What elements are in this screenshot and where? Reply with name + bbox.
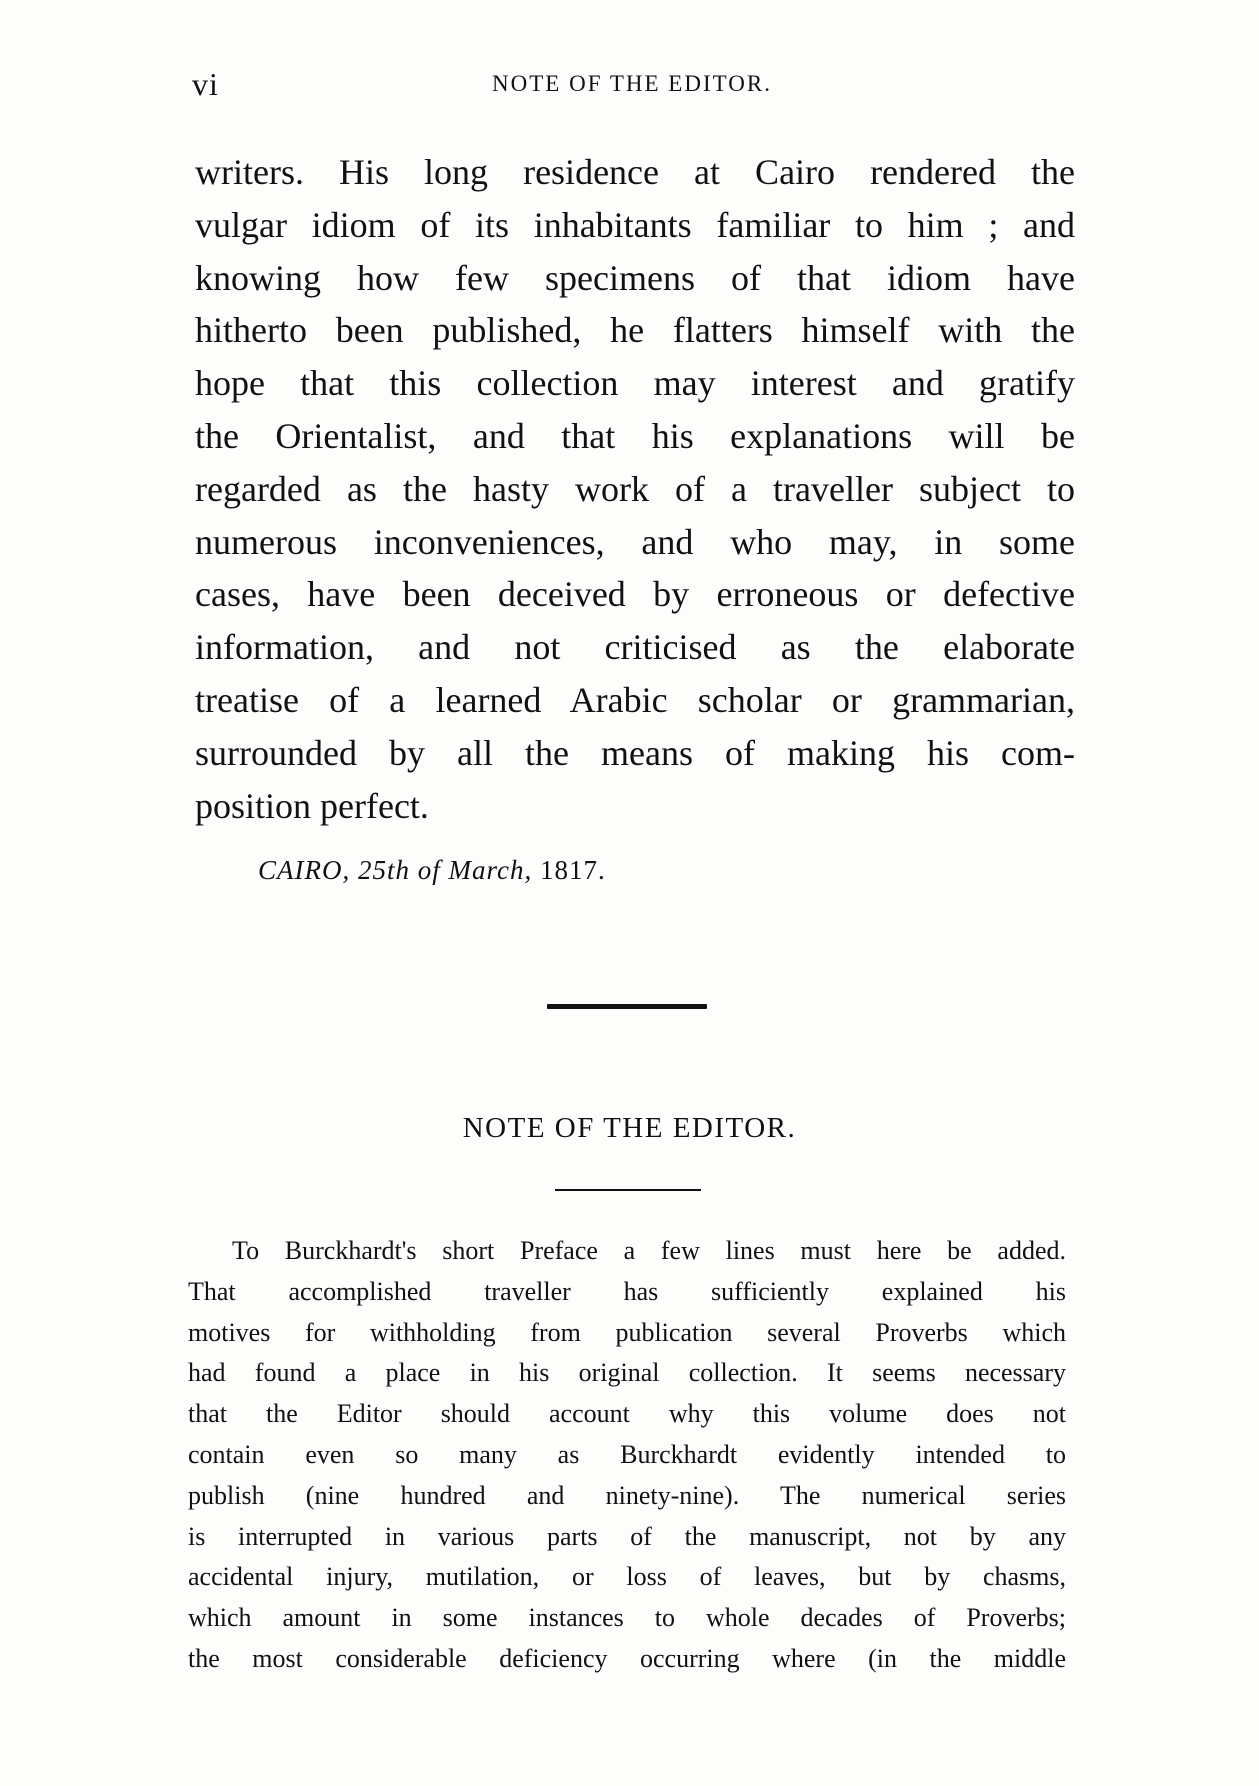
editor-note-line: motives for withholding from publication several Proverbs which: [188, 1317, 1066, 1347]
running-head: [192, 66, 1072, 106]
preface-line: writers. His long residence at Cairo rendered the: [195, 152, 1075, 192]
signature-year: 1817.: [539, 855, 606, 885]
signature-dateline: [258, 855, 606, 886]
editor-note-line: To Burckhardt's short Preface a few lines must here be added.: [232, 1236, 1066, 1265]
editor-note-text: [188, 1231, 1066, 1680]
preface-line: surrounded by all the means of making his com-: [195, 732, 1075, 773]
preface-line: information, and not criticised as the elaborate: [195, 627, 1075, 668]
preface-line: knowing how few specimens of that idiom have: [195, 257, 1075, 298]
editor-note-line: the most considerable deficiency occurring where (in the middle: [188, 1643, 1066, 1673]
editor-note-line: contain even so many as Burckhardt evidently intended to: [188, 1439, 1066, 1469]
section-divider: [547, 1004, 707, 1009]
preface-line: the Orientalist, and that his explanations will be: [195, 415, 1075, 456]
section-title: NOTE OF THE EDITOR.: [462, 1112, 797, 1144]
editor-note-line: that the Editor should account why this volume does not: [188, 1399, 1066, 1429]
editor-note-line: publish (nine hundred and ninety-nine). The numerical series: [188, 1480, 1066, 1510]
title-underline: [555, 1189, 701, 1191]
preface-line: treatise of a learned Arabic scholar or grammarian,: [195, 679, 1075, 720]
signature-date: 25th of March,: [357, 855, 533, 885]
editor-note-line: which amount in some instances to whole decades of Proverbs;: [188, 1603, 1066, 1633]
editor-note-line: is interrupted in various parts of the manuscript, not by any: [188, 1521, 1066, 1551]
editor-note-line: That accomplished traveller has sufficiently explained his: [188, 1276, 1066, 1306]
preface-line: cases, have been deceived by erroneous or defective: [195, 574, 1075, 615]
preface-line: numerous inconveniences, and who may, in some: [195, 521, 1075, 562]
preface-line: regarded as the hasty work of a traveller subject to: [195, 468, 1075, 509]
editor-note-line: had found a place in his original collection. It seems necessary: [188, 1358, 1066, 1388]
preface-line: hitherto been published, he flatters himself with the: [195, 310, 1075, 351]
editor-note-line: accidental injury, mutilation, or loss of leaves, but by chasms,: [188, 1562, 1066, 1592]
preface-line: hope that this collection may interest and gratify: [195, 363, 1075, 404]
running-title: NOTE OF THE EDITOR.: [492, 71, 772, 96]
signature-place: CAIRO,: [258, 855, 351, 885]
preface-line: position perfect.: [195, 785, 429, 826]
page-number: vi: [192, 66, 219, 102]
preface-text: [195, 146, 1075, 832]
preface-line: vulgar idiom of its inhabitants familiar to him ; and: [195, 204, 1075, 245]
